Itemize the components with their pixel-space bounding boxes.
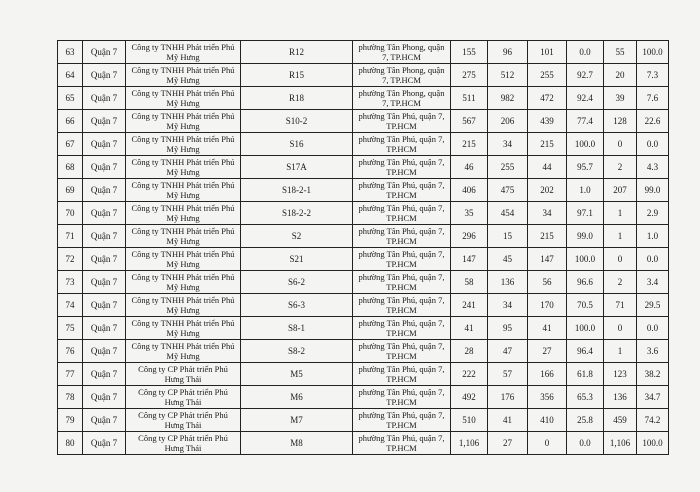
value-3-cell: 34 (528, 202, 567, 225)
value-4-cell: 0.0 (567, 41, 604, 64)
district-cell: Quận 7 (83, 317, 126, 340)
value-2-cell: 27 (488, 432, 528, 455)
value-2-cell: 96 (488, 41, 528, 64)
district-cell: Quận 7 (83, 41, 126, 64)
district-cell: Quận 7 (83, 110, 126, 133)
company-cell: Công ty TNHH Phát triển Phú Mỹ Hưng (126, 110, 241, 133)
table-row (58, 110, 669, 133)
address-cell: phường Tân Phú, quận 7, TP.HCM (353, 271, 451, 294)
district-cell: Quận 7 (83, 248, 126, 271)
company-cell: Công ty TNHH Phát triển Phú Mỹ Hưng (126, 317, 241, 340)
company-cell: Công ty TNHH Phát triển Phú Mỹ Hưng (126, 225, 241, 248)
lot-code-cell: S2 (241, 225, 353, 248)
address-cell: phường Tân Phú, quận 7, TP.HCM (353, 179, 451, 202)
district-cell: Quận 7 (83, 225, 126, 248)
value-5-cell: 39 (604, 87, 637, 110)
lot-code-cell: M5 (241, 363, 353, 386)
value-2-cell: 176 (488, 386, 528, 409)
value-5-cell: 0 (604, 317, 637, 340)
value-3-cell: 255 (528, 64, 567, 87)
company-cell: Công ty CP Phát triển Phú Hưng Thái (126, 386, 241, 409)
value-6-cell: 7.3 (637, 64, 669, 87)
address-cell: phường Tân Phong, quận 7, TP.HCM (353, 41, 451, 64)
company-cell: Công ty TNHH Phát triển Phú Mỹ Hưng (126, 179, 241, 202)
value-4-cell: 92.7 (567, 64, 604, 87)
value-3-cell: 170 (528, 294, 567, 317)
district-cell: Quận 7 (83, 202, 126, 225)
value-1-cell: 241 (451, 294, 488, 317)
value-2-cell: 475 (488, 179, 528, 202)
value-5-cell: 136 (604, 386, 637, 409)
value-1-cell: 510 (451, 409, 488, 432)
table-row (58, 363, 669, 386)
value-6-cell: 34.7 (637, 386, 669, 409)
value-2-cell: 41 (488, 409, 528, 432)
value-3-cell: 356 (528, 386, 567, 409)
lot-code-cell: R15 (241, 64, 353, 87)
address-cell: phường Tân Phú, quận 7, TP.HCM (353, 409, 451, 432)
row-number-cell: 69 (58, 179, 83, 202)
value-3-cell: 41 (528, 317, 567, 340)
company-cell: Công ty TNHH Phát triển Phú Mỹ Hưng (126, 202, 241, 225)
value-2-cell: 512 (488, 64, 528, 87)
lot-code-cell: S18-2-1 (241, 179, 353, 202)
value-2-cell: 454 (488, 202, 528, 225)
value-2-cell: 57 (488, 363, 528, 386)
district-cell: Quận 7 (83, 409, 126, 432)
value-6-cell: 1.0 (637, 225, 669, 248)
value-4-cell: 25.8 (567, 409, 604, 432)
value-5-cell: 0 (604, 133, 637, 156)
address-cell: phường Tân Phong, quận 7, TP.HCM (353, 64, 451, 87)
value-1-cell: 275 (451, 64, 488, 87)
value-2-cell: 47 (488, 340, 528, 363)
value-4-cell: 100.0 (567, 248, 604, 271)
company-cell: Công ty CP Phát triển Phú Hưng Thái (126, 409, 241, 432)
row-number-cell: 80 (58, 432, 83, 455)
value-4-cell: 97.1 (567, 202, 604, 225)
lot-code-cell: S21 (241, 248, 353, 271)
value-5-cell: 20 (604, 64, 637, 87)
value-4-cell: 61.8 (567, 363, 604, 386)
company-cell: Công ty TNHH Phát triển Phú Mỹ Hưng (126, 271, 241, 294)
row-number-cell: 72 (58, 248, 83, 271)
value-1-cell: 147 (451, 248, 488, 271)
district-cell: Quận 7 (83, 271, 126, 294)
value-2-cell: 15 (488, 225, 528, 248)
value-2-cell: 982 (488, 87, 528, 110)
value-4-cell: 96.4 (567, 340, 604, 363)
data-table (57, 40, 669, 455)
value-1-cell: 492 (451, 386, 488, 409)
table-body (58, 41, 669, 455)
value-3-cell: 215 (528, 133, 567, 156)
value-2-cell: 45 (488, 248, 528, 271)
table-row (58, 133, 669, 156)
table-row (58, 156, 669, 179)
lot-code-cell: S8-1 (241, 317, 353, 340)
address-cell: phường Tân Phú, quận 7, TP.HCM (353, 340, 451, 363)
address-cell: phường Tân Phú, quận 7, TP.HCM (353, 133, 451, 156)
lot-code-cell: S16 (241, 133, 353, 156)
company-cell: Công ty TNHH Phát triển Phú Mỹ Hưng (126, 41, 241, 64)
value-2-cell: 206 (488, 110, 528, 133)
value-1-cell: 222 (451, 363, 488, 386)
value-4-cell: 100.0 (567, 317, 604, 340)
value-2-cell: 136 (488, 271, 528, 294)
address-cell: phường Tân Phú, quận 7, TP.HCM (353, 225, 451, 248)
value-4-cell: 96.6 (567, 271, 604, 294)
value-4-cell: 99.0 (567, 225, 604, 248)
value-6-cell: 3.4 (637, 271, 669, 294)
row-number-cell: 78 (58, 386, 83, 409)
value-1-cell: 41 (451, 317, 488, 340)
row-number-cell: 68 (58, 156, 83, 179)
row-number-cell: 74 (58, 294, 83, 317)
value-6-cell: 29.5 (637, 294, 669, 317)
company-cell: Công ty TNHH Phát triển Phú Mỹ Hưng (126, 87, 241, 110)
district-cell: Quận 7 (83, 340, 126, 363)
value-6-cell: 0.0 (637, 248, 669, 271)
value-1-cell: 46 (451, 156, 488, 179)
row-number-cell: 66 (58, 110, 83, 133)
district-cell: Quận 7 (83, 294, 126, 317)
value-6-cell: 0.0 (637, 317, 669, 340)
address-cell: phường Tân Phú, quận 7, TP.HCM (353, 202, 451, 225)
lot-code-cell: S6-3 (241, 294, 353, 317)
value-5-cell: 1 (604, 202, 637, 225)
district-cell: Quận 7 (83, 363, 126, 386)
table-row (58, 248, 669, 271)
row-number-cell: 75 (58, 317, 83, 340)
company-cell: Công ty TNHH Phát triển Phú Mỹ Hưng (126, 156, 241, 179)
row-number-cell: 73 (58, 271, 83, 294)
company-cell: Công ty TNHH Phát triển Phú Mỹ Hưng (126, 248, 241, 271)
value-2-cell: 255 (488, 156, 528, 179)
value-6-cell: 100.0 (637, 41, 669, 64)
value-5-cell: 2 (604, 156, 637, 179)
value-6-cell: 3.6 (637, 340, 669, 363)
value-4-cell: 95.7 (567, 156, 604, 179)
lot-code-cell: R12 (241, 41, 353, 64)
value-1-cell: 28 (451, 340, 488, 363)
value-3-cell: 439 (528, 110, 567, 133)
company-cell: Công ty CP Phát triển Phú Hưng Thái (126, 363, 241, 386)
lot-code-cell: R18 (241, 87, 353, 110)
lot-code-cell: M8 (241, 432, 353, 455)
value-6-cell: 22.6 (637, 110, 669, 133)
value-2-cell: 34 (488, 133, 528, 156)
company-cell: Công ty TNHH Phát triển Phú Mỹ Hưng (126, 294, 241, 317)
value-1-cell: 567 (451, 110, 488, 133)
value-6-cell: 7.6 (637, 87, 669, 110)
value-5-cell: 1 (604, 340, 637, 363)
value-1-cell: 215 (451, 133, 488, 156)
row-number-cell: 77 (58, 363, 83, 386)
lot-code-cell: M6 (241, 386, 353, 409)
value-1-cell: 511 (451, 87, 488, 110)
table-row (58, 386, 669, 409)
address-cell: phường Tân Phú, quận 7, TP.HCM (353, 294, 451, 317)
address-cell: phường Tân Phú, quận 7, TP.HCM (353, 363, 451, 386)
table-row (58, 271, 669, 294)
address-cell: phường Tân Phú, quận 7, TP.HCM (353, 317, 451, 340)
value-6-cell: 38.2 (637, 363, 669, 386)
value-1-cell: 58 (451, 271, 488, 294)
table-row (58, 409, 669, 432)
value-6-cell: 99.0 (637, 179, 669, 202)
lot-code-cell: S17A (241, 156, 353, 179)
value-1-cell: 296 (451, 225, 488, 248)
district-cell: Quận 7 (83, 87, 126, 110)
value-3-cell: 410 (528, 409, 567, 432)
row-number-cell: 67 (58, 133, 83, 156)
value-3-cell: 44 (528, 156, 567, 179)
value-4-cell: 0.0 (567, 432, 604, 455)
company-cell: Công ty TNHH Phát triển Phú Mỹ Hưng (126, 64, 241, 87)
district-cell: Quận 7 (83, 64, 126, 87)
address-cell: phường Tân Phú, quận 7, TP.HCM (353, 110, 451, 133)
value-4-cell: 1.0 (567, 179, 604, 202)
table-row (58, 317, 669, 340)
value-5-cell: 128 (604, 110, 637, 133)
table-row (58, 179, 669, 202)
value-5-cell: 1 (604, 225, 637, 248)
value-3-cell: 0 (528, 432, 567, 455)
table-row (58, 225, 669, 248)
value-3-cell: 215 (528, 225, 567, 248)
lot-code-cell: S8-2 (241, 340, 353, 363)
row-number-cell: 70 (58, 202, 83, 225)
value-4-cell: 92.4 (567, 87, 604, 110)
value-5-cell: 123 (604, 363, 637, 386)
value-4-cell: 77.4 (567, 110, 604, 133)
table-row (58, 432, 669, 455)
lot-code-cell: S10-2 (241, 110, 353, 133)
row-number-cell: 79 (58, 409, 83, 432)
address-cell: phường Tân Phong, quận 7, TP.HCM (353, 87, 451, 110)
value-5-cell: 207 (604, 179, 637, 202)
value-3-cell: 472 (528, 87, 567, 110)
district-cell: Quận 7 (83, 386, 126, 409)
address-cell: phường Tân Phú, quận 7, TP.HCM (353, 156, 451, 179)
value-1-cell: 406 (451, 179, 488, 202)
value-5-cell: 55 (604, 41, 637, 64)
row-number-cell: 71 (58, 225, 83, 248)
table-row (58, 64, 669, 87)
row-number-cell: 76 (58, 340, 83, 363)
value-4-cell: 65.3 (567, 386, 604, 409)
value-1-cell: 1,106 (451, 432, 488, 455)
value-3-cell: 101 (528, 41, 567, 64)
address-cell: phường Tân Phú, quận 7, TP.HCM (353, 248, 451, 271)
table-row (58, 41, 669, 64)
value-3-cell: 147 (528, 248, 567, 271)
value-5-cell: 2 (604, 271, 637, 294)
row-number-cell: 64 (58, 64, 83, 87)
value-2-cell: 95 (488, 317, 528, 340)
value-1-cell: 155 (451, 41, 488, 64)
lot-code-cell: M7 (241, 409, 353, 432)
district-cell: Quận 7 (83, 179, 126, 202)
address-cell: phường Tân Phú, quận 7, TP.HCM (353, 432, 451, 455)
district-cell: Quận 7 (83, 133, 126, 156)
district-cell: Quận 7 (83, 156, 126, 179)
value-1-cell: 35 (451, 202, 488, 225)
value-6-cell: 100.0 (637, 432, 669, 455)
lot-code-cell: S18-2-2 (241, 202, 353, 225)
value-3-cell: 56 (528, 271, 567, 294)
company-cell: Công ty TNHH Phát triển Phú Mỹ Hưng (126, 340, 241, 363)
value-6-cell: 2.9 (637, 202, 669, 225)
table-row (58, 87, 669, 110)
district-cell: Quận 7 (83, 432, 126, 455)
value-5-cell: 459 (604, 409, 637, 432)
value-3-cell: 202 (528, 179, 567, 202)
table-row (58, 294, 669, 317)
value-6-cell: 0.0 (637, 133, 669, 156)
value-6-cell: 74.2 (637, 409, 669, 432)
value-5-cell: 1,106 (604, 432, 637, 455)
value-3-cell: 27 (528, 340, 567, 363)
row-number-cell: 63 (58, 41, 83, 64)
value-5-cell: 71 (604, 294, 637, 317)
table-row (58, 340, 669, 363)
row-number-cell: 65 (58, 87, 83, 110)
value-5-cell: 0 (604, 248, 637, 271)
value-3-cell: 166 (528, 363, 567, 386)
value-2-cell: 34 (488, 294, 528, 317)
value-6-cell: 4.3 (637, 156, 669, 179)
lot-code-cell: S6-2 (241, 271, 353, 294)
address-cell: phường Tân Phú, quận 7, TP.HCM (353, 386, 451, 409)
value-4-cell: 70.5 (567, 294, 604, 317)
value-4-cell: 100.0 (567, 133, 604, 156)
company-cell: Công ty CP Phát triển Phú Hưng Thái (126, 432, 241, 455)
table-row (58, 202, 669, 225)
company-cell: Công ty TNHH Phát triển Phú Mỹ Hưng (126, 133, 241, 156)
